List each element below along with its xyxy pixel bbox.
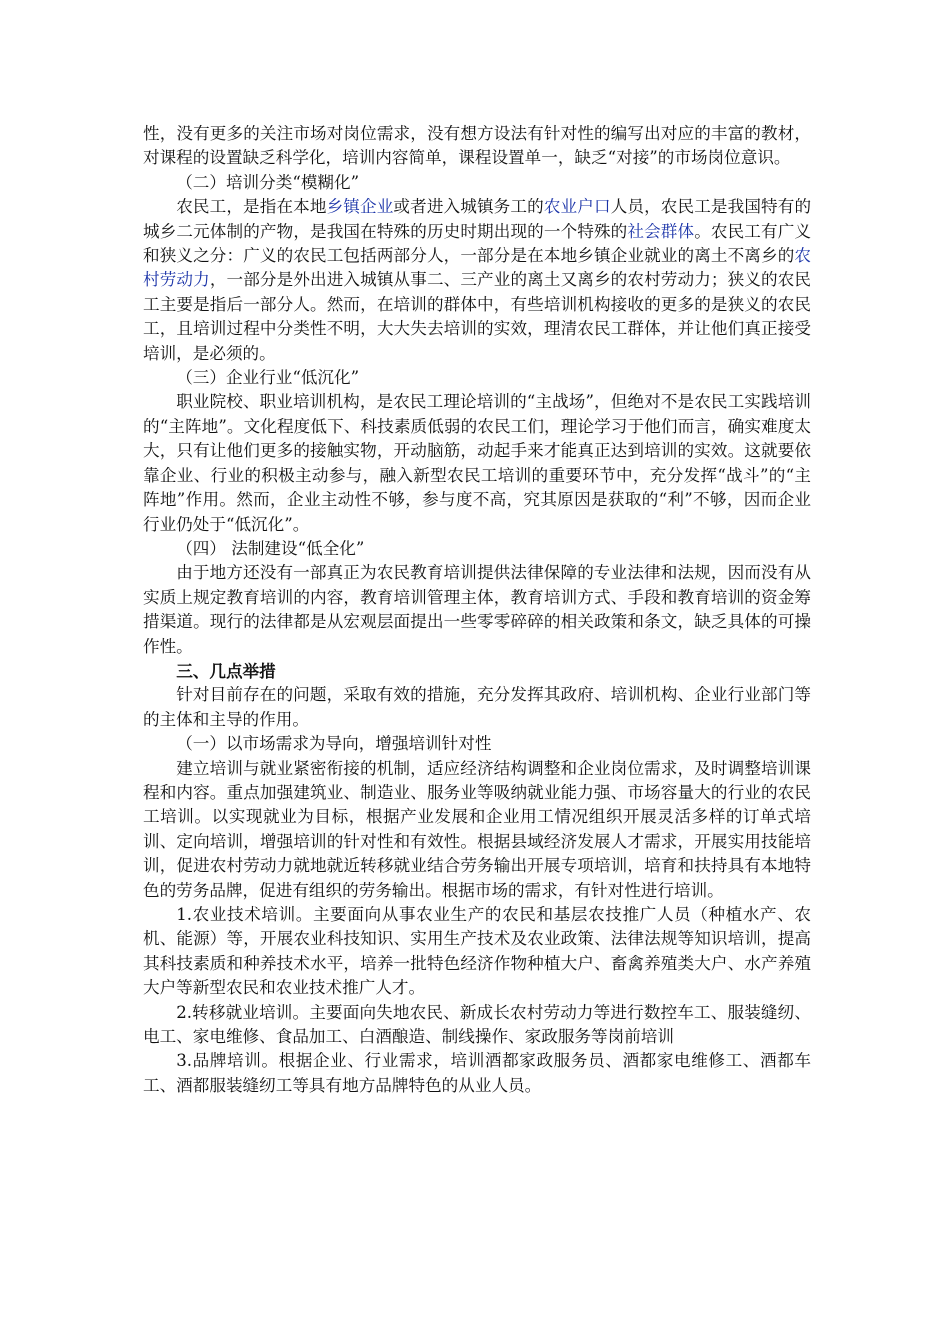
document-page: [143, 122, 811, 1098]
text-run: 农民工，是指在本地: [176, 197, 327, 217]
link-township-enterprise[interactable]: 乡镇企业: [326, 197, 394, 217]
heading-market-demand: （一）以市场需求为导向，增强培训针对性: [176, 734, 492, 754]
heading-legal-system: （四） 法制建设“低全化”: [176, 538, 365, 558]
heading-enterprise-industry: （三）企业行业“低沉化”: [176, 368, 360, 388]
heading-classification: （二）培训分类“模糊化”: [176, 172, 360, 192]
text-run: 或者进入城镇务工的: [393, 197, 544, 217]
list-item-agri-training: 1.农业技术培训。主要面向从事农业生产的农民和基层农技推广人员（种植水产、农机、能源）等，开展农业科技知识、实用生产技术及农业政策、法律法规等知识培训，提高其科技素质和种养技术水平，培养一批特色经济作物种植大户、畜禽养殖类大户、水产养殖大户等新型农民和农业技术推广人才。: [143, 905, 811, 998]
text-run: 人员，农民工是我国特有的城乡二元体制的产物，是我国在特殊的历史时期出现的一个特殊的: [143, 197, 812, 241]
list-item-transfer-training: 2.转移就业培训。主要面向失地农民、新成长农村劳动力等进行数控车工、服装缝纫、电工、家电维修、食品加工、白酒酿造、制线操作、家政服务等岗前培训: [143, 1002, 811, 1047]
paragraph-continuation: 性，没有更多的关注市场对岗位需求，没有想方设法有针对性的编写出对应的丰富的教材，对课程的设置缺乏科学化，培训内容简单，课程设置单一，缺乏“对接”的市场岗位意识。: [143, 124, 811, 168]
link-social-group[interactable]: 社会群体: [627, 221, 695, 241]
link-agricultural-hukou[interactable]: 农业户口: [543, 197, 611, 217]
link-rural-labor[interactable]: 农村劳动力: [143, 246, 811, 290]
section-heading-measures: 三、几点举措: [176, 660, 276, 681]
paragraph-migrant-workers: [143, 195, 811, 366]
paragraph-measures-intro: 针对目前存在的问题，采取有效的措施，充分发挥其政府、培训机构、企业行业部门等的主体和主导的作用。: [143, 685, 811, 729]
list-item-brand-training: 3.品牌培训。根据企业、行业需求，培训酒都家政服务员、酒都家电维修工、酒都车工、酒都服装缝纫工等具有地方品牌特色的从业人员。: [143, 1051, 811, 1095]
paragraph-vocational-schools: 职业院校、职业培训机构，是农民工理论培训的“主战场”，但绝对不是农民工实践培训的“主阵地”。文化程度低下、科技素质低弱的农民工们，理论学习于他们而言，确实难度太大，只有让他们更多的接触实物，开动脑筋，动起手来才能真正达到培训的实效。这就要依靠企业、行业的积极主动参与，融入新型农民工培训的重要环节中，充分发挥“战斗”的“主阵地”作用。然而，企业主动性不够，参与度不高，究其原因是获取的“利”不够，因而企业行业仍处于“低沉化”。: [143, 392, 811, 534]
text-run: ，一部分是外出进入城镇从事二、三产业的离土又离乡的农村劳动力；狭义的农民工主要是指后一部分人。然而，在培训的群体中，有些培训机构接收的更多的是狭义的农民工，且培训过程中分类性不明，大大失去培训的实效，理清农民工群体，并让他们真正接受培训，是必须的。: [143, 270, 811, 363]
text-run: 。农民工有广义和狭义之分：广义的农民工包括两部分人，一部分是在本地乡镇企业就业的离土不离乡的: [143, 221, 812, 266]
paragraph-legal: 由于地方还没有一部真正为农民教育培训提供法律保障的专业法律和法规，因而没有从实质上规定教育培训的内容，教育培训管理主体，教育培训方式、手段和教育培训的资金筹措渠道。现行的法律都是从宏观层面提出一些零零碎碎的相关政策和条文，缺乏具体的可操作性。: [143, 563, 811, 656]
paragraph-employment-mechanism: 建立培训与就业紧密衔接的机制，适应经济结构调整和企业岗位需求，及时调整培训课程和内容。重点加强建筑业、制造业、服务业等吸纳就业能力强、市场容量大的行业的农民工培训。以实现就业为目标，根据产业发展和企业用工情况组织开展灵活多样的订单式培训、定向培训，增强培训的针对性和有效性。根据县域经济发展人才需求，开展实用技能培训，促进农村劳动力就地就近转移就业结合劳务输出开展专项培训，培育和扶持具有本地特色的劳务品牌，促进有组织的劳务输出。根据市场的需求，有针对性进行培训。: [143, 758, 811, 900]
